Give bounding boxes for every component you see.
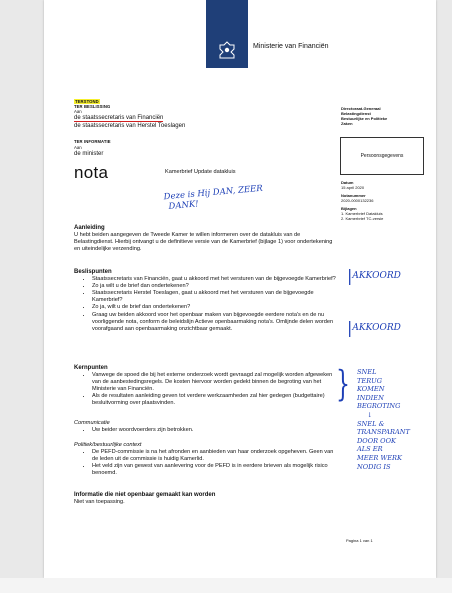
info-heading: Informatie die niet openbaar gemaakt kan worden <box>74 492 216 498</box>
section-aanleiding <box>74 225 336 253</box>
aan-label: Aan <box>74 109 82 114</box>
aanleiding-heading: Aanleiding <box>74 225 105 231</box>
kernpunten-heading: Kernpunten <box>74 365 108 371</box>
recipient-2: de staatssecretaris van Herstel Toeslagen <box>74 123 186 129</box>
list-item: • De PEFD-commissie is na het afronden en aanbieden van haar onderzoek opgeheven. Geen van de leden uit de commissie is huidig Kamerlid. <box>92 449 336 463</box>
beslispunten-heading: Beslispunten <box>74 269 112 275</box>
list-item: • Zo ja, wilt u de brief dan ondertekenen? <box>92 304 336 311</box>
handwritten-akkoord-1: |AKKOORD <box>347 266 401 285</box>
page-number: Pagina 1 van 1 <box>346 538 373 543</box>
attachment-2: 2. Kamerbrief TC-versie <box>341 216 384 221</box>
aanleiding-text: U hebt beiden aangegeven de Tweede Kamer te willen informeren over de datakluis van de Belastingdienst. Hierbij ontvangt u de definitieve versie van de Kamerbrief (bijlage 1) voor ondertekening en uiteindelijke verzending. <box>74 232 333 253</box>
decision-label: TER BESLISSING <box>74 104 111 109</box>
doc-type-title: nota <box>74 163 109 182</box>
section-info <box>74 492 336 506</box>
rijksoverheid-logo <box>206 0 248 68</box>
section-kernpunten <box>74 365 336 408</box>
brace-mark: } <box>336 365 350 405</box>
urgent-label: TERSTOND <box>75 99 99 104</box>
handwritten-note: Deze is Hij DAN, ZEER DANK! <box>163 183 264 212</box>
list-item: • Staatssecretaris Herstel Toeslagen, gaat u akkoord met het versturen van de bijgevoegde Kamerbrief? <box>92 290 336 304</box>
list-item: • Het veld zijn van gewest van aanlevering voor de PEFD is in eerdere brieven als mogelijk risico benoemd. <box>92 463 336 477</box>
politiek-heading: Politiek/bestuurlijke context <box>74 442 142 448</box>
handwritten-akkoord-2: |AKKOORD <box>347 318 401 337</box>
attachment-1: 1. Kamerbrief Datakluis <box>341 211 383 216</box>
doc-subject: Kamerbrief Update datakluis <box>165 169 236 175</box>
recipient-1: de staatssecretaris van Financiën <box>74 115 164 121</box>
date-block: Datum 15 april 2020 <box>341 180 365 190</box>
personal-data-box: Persoonsgegevens <box>340 137 424 175</box>
list-item: • Uw beider woordvoerders zijn betrokken. <box>92 427 336 434</box>
section-politiek <box>74 442 336 477</box>
handwritten-side-note: SNEL TERUG KOMEN INDIEN BEGROTING ↓ SNEL & TRANSPARANT DOOR OOK ALS ER MEER WERK NODIG IS <box>357 368 410 471</box>
coat-of-arms-icon <box>215 40 239 60</box>
notanummer-block: Notanummer 2020-0000132236 <box>341 193 374 203</box>
communicatie-heading: Communicatie <box>74 420 110 426</box>
list-item: • Vanwege de spoed die bij het externe onderzoek wordt gevraagd zal mogelijk worden afgeweken van de aanbestedingsregels. De kosten hiervoor worden gedekt binnen de begroting van het Ministerie van Financiën. <box>92 372 336 393</box>
info-text: Niet van toepassing. <box>74 499 125 506</box>
list-item: • Zo ja wilt u de brief dan ondertekenen? <box>92 283 336 290</box>
aan-label-2: Aan <box>74 145 82 150</box>
viewer-bottom-bar <box>0 578 452 593</box>
ministry-name: Ministerie van Financiën <box>253 43 329 50</box>
document-page <box>44 0 436 578</box>
info-label: TER INFORMATIE <box>74 139 111 144</box>
list-item: • Als de resultaten aanleiding geven tot verdere werkzaamheden zal hier gedegen (budgettaire) besluitvorming over plaatsvinden. <box>92 393 336 407</box>
recipient-3: de minister <box>74 151 104 157</box>
org-block: Directoraat-Generaal Belastingdienst Bestuurlijke en Politieke Zaken <box>341 106 388 126</box>
list-item: • Graag uw beiden akkoord voor het openbaar maken van bijgevoegde eerdere nota's en de nu voorliggende nota, conform de beleidslijn Actieve openbaarmaking nota's. Omlijnde delen worden voorafgaand aan openbaarmaking onzichtbaar gemaakt. <box>92 312 336 333</box>
section-communicatie <box>74 420 336 434</box>
attachments-block: Bijlagen 1. Kamerbrief Datakluis 2. Kamerbrief TC-versie <box>341 206 384 221</box>
list-item: • Staatssecretaris van Financiën, gaat u akkoord met het versturen van de bijgevoegde Kamerbrief? <box>92 276 336 283</box>
section-beslispunten <box>74 269 336 333</box>
